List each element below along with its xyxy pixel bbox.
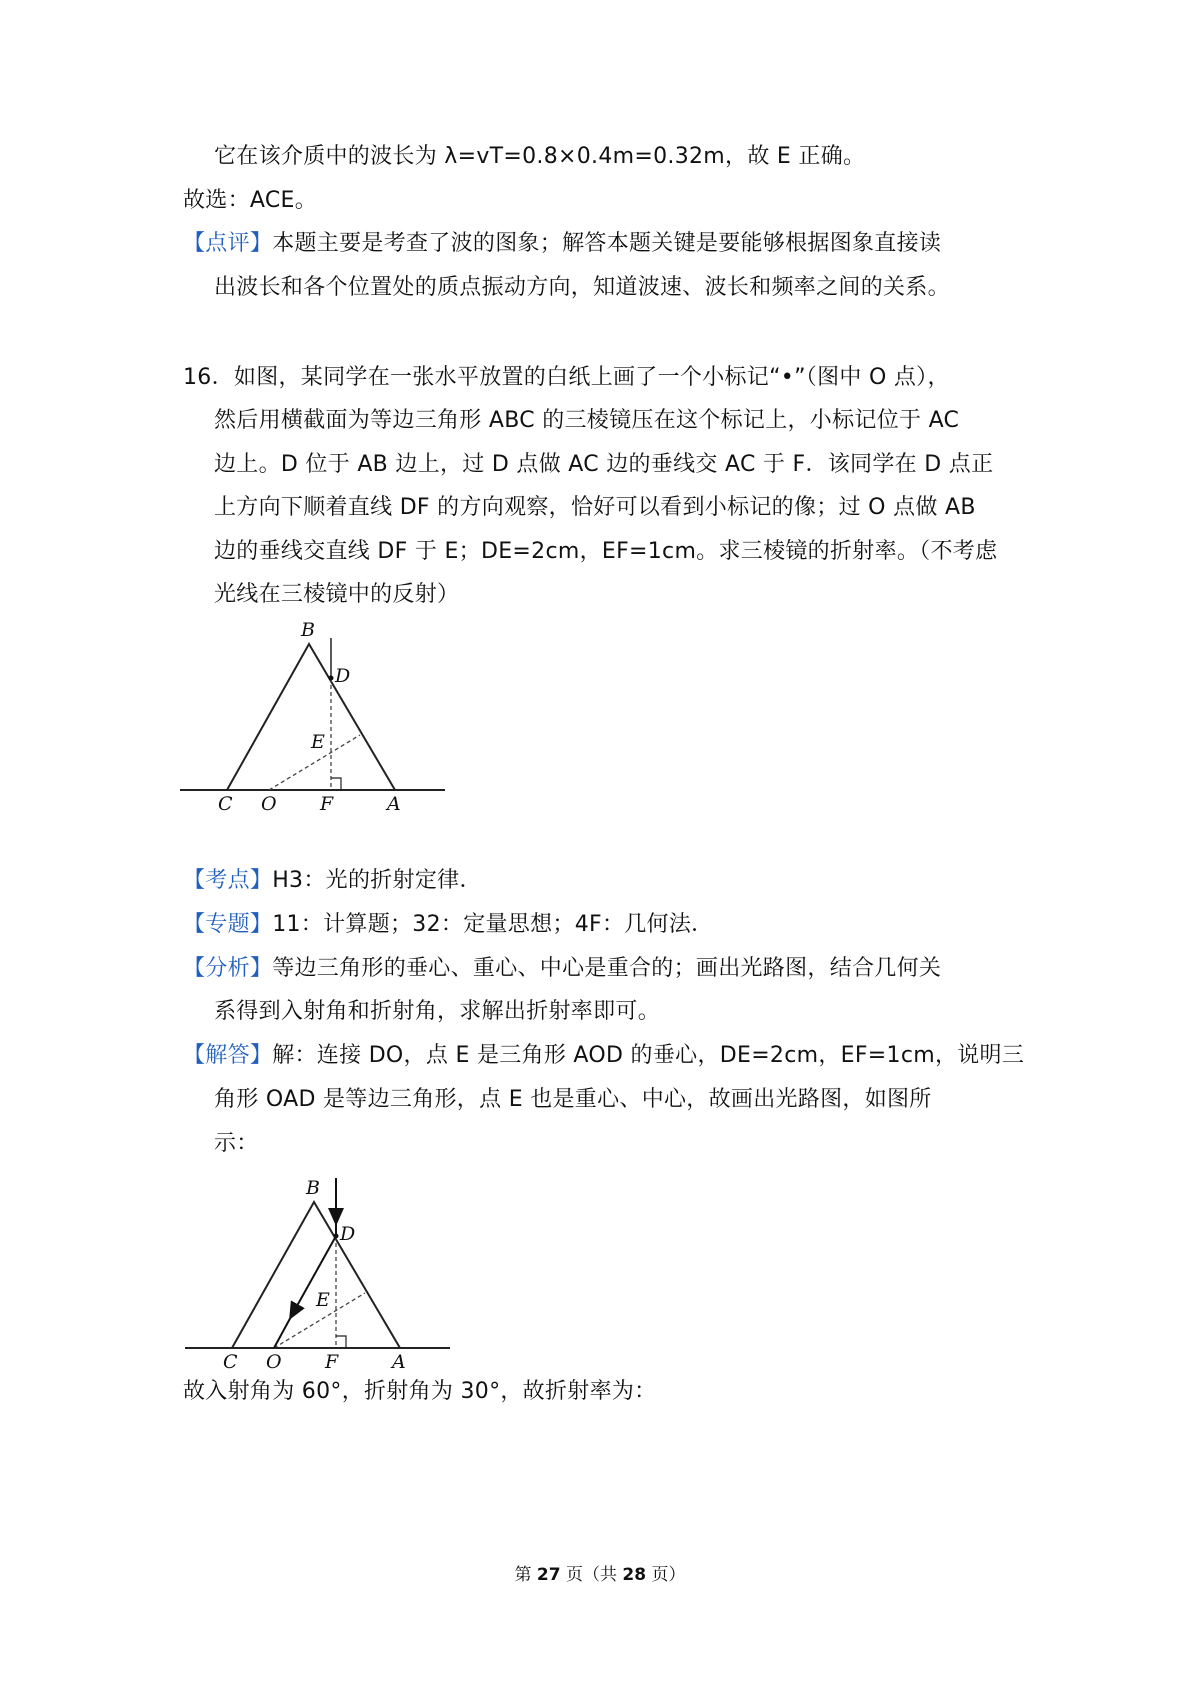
fenxi-line	[183, 954, 941, 984]
prev-wavelength-line: 它在该介质中的波长为 λ=vT=0.8×0.4m=0.32m，故 E 正确。	[214, 144, 866, 169]
label-a-2: A	[392, 1351, 406, 1373]
label-d: D	[335, 665, 351, 687]
fenxi-text-1: 等边三角形的垂心、重心、中心是重合的；画出光路图，结合几何关	[272, 956, 942, 981]
jieda-line-3: 示：	[214, 1131, 259, 1156]
jieda-text-1: 解：连接 DO，点 E 是三角形 AOD 的垂心，DE=2cm，EF=1cm，说明三	[272, 1043, 1025, 1068]
footer-suffix: 页）	[651, 1565, 686, 1585]
prev-review-line-2: 出波长和各个位置处的质点振动方向，知道波速、波长和频率之间的关系。	[214, 275, 950, 300]
q16-line-5: 边的垂线交直线 DF 于 E；DE=2cm，EF=1cm。求三棱镜的折射率。（不考虑	[214, 539, 998, 564]
zhuanti-tag: 【专题】	[183, 912, 273, 937]
prism-figure-question	[170, 620, 490, 824]
jieda-tag: 【解答】	[183, 1043, 273, 1068]
final-line: 故入射角为 60°，折射角为 30°，故折射率为：	[183, 1379, 657, 1404]
q16-line-2: 然后用横截面为等边三角形 ABC 的三棱镜压在这个标记上，小标记位于 AC	[214, 408, 960, 433]
footer-prefix: 第	[514, 1565, 532, 1585]
fenxi-tag: 【分析】	[183, 956, 273, 981]
kaodian-tag: 【考点】	[183, 868, 273, 893]
jieda-line	[183, 1041, 1024, 1071]
prev-review-line	[183, 229, 941, 259]
label-o-2: O	[266, 1351, 282, 1373]
label-f-2: F	[325, 1351, 339, 1373]
label-e: E	[311, 731, 325, 753]
q16-line-1: 16．如图，某同学在一张水平放置的白纸上画了一个小标记“•”（图中 O 点），	[183, 365, 950, 390]
label-o: O	[261, 793, 277, 815]
fenxi-line-2: 系得到入射角和折射角，求解出折射率即可。	[214, 999, 661, 1024]
q16-line-4: 上方向下顺着直线 DF 的方向观察，恰好可以看到小标记的像；过 O 点做 AB	[214, 495, 976, 520]
label-e-2: E	[316, 1289, 330, 1311]
label-a: A	[387, 793, 401, 815]
q16-line-6: 光线在三棱镜中的反射）	[214, 582, 460, 607]
kaodian-text: H3：光的折射定律．	[272, 868, 482, 893]
jieda-line-2: 角形 OAD 是等边三角形，点 E 也是重心、中心，故画出光路图，如图所	[214, 1087, 932, 1112]
page-footer	[0, 1560, 1200, 1585]
review-tag: 【点评】	[183, 231, 273, 256]
label-d-2: D	[340, 1223, 356, 1245]
label-c: C	[218, 793, 233, 815]
prev-answer-line: 故选：ACE。	[183, 188, 318, 213]
zhuanti-text: 11：计算题；32：定量思想；4F：几何法．	[272, 912, 714, 937]
label-b-2: B	[306, 1178, 320, 1199]
footer-mid: 页（共	[566, 1565, 617, 1585]
footer-total-pages: 28	[622, 1565, 647, 1585]
prism-figure-solution	[175, 1178, 495, 1382]
label-f: F	[320, 793, 334, 815]
footer-page-number: 27	[536, 1565, 561, 1585]
kaodian-line	[183, 866, 482, 896]
review-text-1: 本题主要是考查了波的图象；解答本题关键是要能够根据图象直接读	[272, 231, 942, 256]
q16-line-3: 边上。D 位于 AB 边上，过 D 点做 AC 边的垂线交 AC 于 F．该同学在 D 点正	[214, 452, 994, 477]
zhuanti-line	[183, 910, 713, 940]
label-b: B	[301, 620, 315, 641]
label-c-2: C	[223, 1351, 238, 1373]
